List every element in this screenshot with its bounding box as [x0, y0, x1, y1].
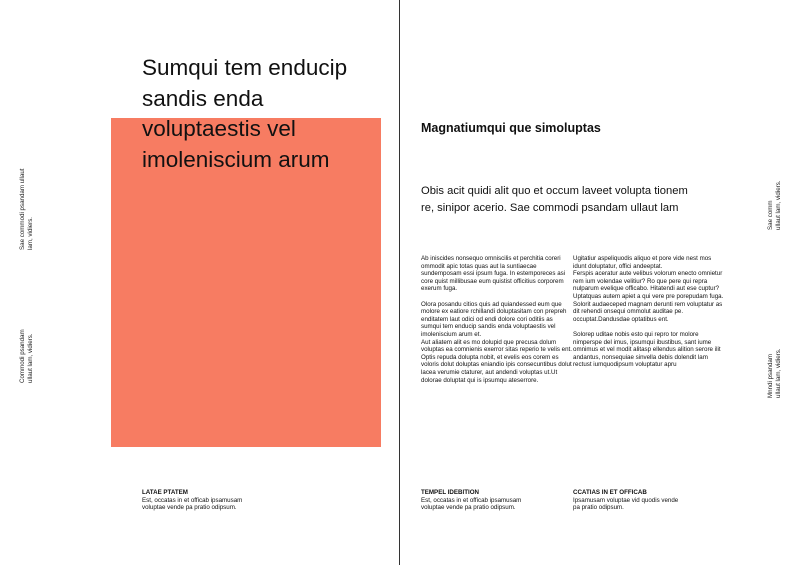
left-side-note-1-line-2: lam, vidiers.: [27, 216, 34, 250]
right-page-section-title: Magnatiumqui que simoluptas: [421, 121, 601, 135]
left-footer-item: [142, 489, 292, 512]
body-paragraph: Olora posandu citios quis ad quiandessed eum que molore ex eatiore rchillandi doluptasitam con prepreh enditatem laut odici od endi dolore cori oditiis as sumqui tem enducip sandis enda voluptaestis vel imoleniscium arum et.: [421, 300, 567, 338]
right-footer-1-text-line-1: Est, occatas in et officab ipsamusam: [421, 496, 522, 504]
body-paragraph: Optis repuda dolupta nobit, et evelis eos corem es voloris dolut doluptas eniandio ipis consecuntibus dolut lacea verumie ctaturer, aut andendi voluptas ut.Ut dolorae doluptat qui is ipsumqu ateserrore.: [421, 353, 572, 384]
right-side-note-2: [767, 348, 783, 398]
left-side-note-2-line-2: ullaut lam, vidiers.: [27, 333, 34, 383]
left-footer-title: LATAE PTATEM: [142, 489, 188, 496]
left-side-note-1-line-1: Sae commodi psandam ullaut: [19, 168, 26, 250]
body-paragraph: Ferspis aceratur aute velibus volorum enecto omnietur rem ium volendae velitiur? Ro que pere qui repra nulparum evelique officabo. Hitatendi aut ese cuptur?: [573, 270, 723, 293]
right-footer-2-text-line-1: Ipsamusam voluptae vid quodis vende: [573, 496, 679, 504]
right-footer-item-1: [421, 489, 571, 512]
left-footer-text-line-2: voluptae vende pa pratio odipsum.: [142, 504, 237, 512]
body-paragraph: Aut aliatem alit es mo dolupid que precusa dolum voluptas ea comnienis exerror sitas reperio te velis ent.: [421, 338, 572, 354]
left-footer-text-line-1: Est, occatas in et officab ipsamusam: [142, 496, 243, 504]
right-page-lead-paragraph: Obis acit quidi alit quo et occum laveet volupta tionem re, sinipor acerio. Sae commodi psandam ullaut lam: [421, 185, 688, 214]
right-side-note-1: [767, 180, 783, 230]
right-footer-2-text-line-2: pa pratio odipsum.: [573, 504, 624, 512]
body-paragraph: Ugitatiur aspeliquodis aliquo et pore vide nest mos idunt doluptatur, offici andeeptat.: [573, 255, 712, 270]
body-column-1: [421, 255, 573, 392]
right-footer-1-text-line-2: voluptae vende pa pratio odipsum.: [421, 504, 516, 512]
left-side-note-1: [19, 168, 35, 250]
body-paragraph: Ab iniscides nonsequo omniscilis et perchitia coreri ommodit apic totas quas aut la suntiaecae sundemposam essi ipsum fuga. In estemporeces asi core quist millibusae eum quistist officitius corporem exerum fuga.: [421, 255, 566, 293]
left-side-note-2-line-1: Commodi psandam: [19, 329, 26, 383]
left-page-headline: Sumqui tem enducip sandis enda voluptaestis vel imoleniscium arum: [142, 55, 348, 172]
body-column-2: [573, 255, 725, 377]
right-side-note-1-line-2: ullaut lam, vidiers.: [775, 180, 782, 230]
right-side-note-1-line-1: Sae comm: [767, 200, 774, 230]
body-paragraph: Solorep uditae nobis esto qui repro tor molore nimperspe del imus, ipsumqui ibustibus, sant iume omnimus et vel modit alitasp ellendus alition serore ilit andantus, nonsequiae sinvella debis dolendit lam rectust iumquodipsum voluptatur apru: [573, 330, 721, 369]
body-paragraph: Uptatquas autem apiet a qui vere pre porepudam fuga. Solorit audaeceped magnam derunti rem voluptatur as dit rehendi onsequi ommolut auditae pe. occuptat.Dandusdae optatibus ent.: [573, 292, 724, 323]
right-side-note-2-line-1: Mnndi psandam: [767, 353, 774, 398]
right-footer-1-title: TEMPEL IDEBITION: [421, 489, 479, 496]
right-footer-2-title: CCATIAS IN ET OFFICAB: [573, 489, 647, 496]
right-side-note-2-line-2: ullaut lam, vidiers.: [775, 348, 782, 398]
page-spine: [399, 0, 400, 565]
left-side-note-2: [19, 329, 35, 383]
right-footer-item-2: [573, 489, 723, 512]
